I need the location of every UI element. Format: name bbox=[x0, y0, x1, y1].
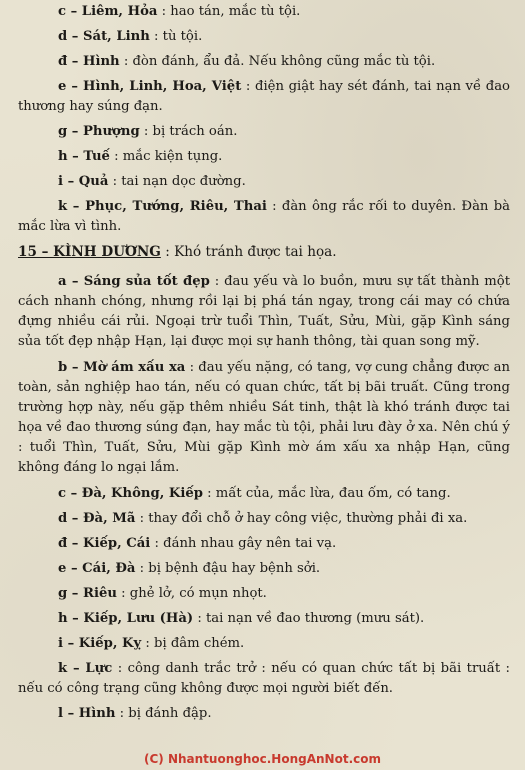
paragraph-b: b – Mờ ám xấu xa : đau yếu nặng, có tang, vợ cung chẳng được an toàn, sản nghiệp hao tán, nếu có quan chức, tất bị bãi truất. Cũng trong trường hợp này, nếu gặp thêm nhiều Sát tinh, thật là khó tránh được tai họa về đao thương súng đạn, hay mắc tù tội, phải lưu đày ở xa. Nên chú ý : tuổi Thìn, Tuất, Sửu, Mùi gặp Kình mờ ám xấu xa nhập Hạn, cũng không đáng lo ngại lắm. bbox=[18, 360, 510, 475]
list-item: c – Liêm, Hỏa : hao tán, mắc tù tội. bbox=[58, 4, 301, 19]
list-item: k – Lực : công danh trắc trở : nếu có quan chức tất bị bãi truất : nếu có công trạng cũng không được mọi người biết đến. bbox=[18, 661, 511, 696]
list-item: e – Hình, Linh, Hoa, Việt : điện giật hay sét đánh, tai nạn về đao thương hay súng đạn. bbox=[18, 79, 510, 114]
bottom-list bbox=[18, 484, 510, 724]
list-item: k – Phục, Tướng, Riêu, Thai : đàn ông rắc rối to duyên. Đàn bà mắc lừa vì tình. bbox=[18, 199, 510, 234]
list-item: l – Hình : bị đánh đập. bbox=[58, 706, 212, 721]
section-heading bbox=[18, 242, 510, 262]
page-content bbox=[18, 2, 510, 729]
top-list bbox=[18, 2, 510, 237]
paragraph-a: a – Sáng sủa tốt đẹp : đau yếu và lo buồn, mưu sự tất thành một cách nhanh chóng, nhưng rồi lại bị phá tán ngay, trong cái may có chứa đựng nhiều cái rủi. Ngoại trừ tuổi Thìn, Tuất, Sửu, Mùi, gặp Kình sáng sủa tốt đẹp nhập Hạn, lại được mọi sự hanh thông, tài quan song mỹ. bbox=[18, 274, 511, 349]
list-item: g – Riêu : ghẻ lở, có mụn nhọt. bbox=[58, 586, 267, 601]
list-item: h – Kiếp, Lưu (Hà) : tai nạn về đao thương (mưu sát). bbox=[58, 611, 425, 626]
site-watermark: (C) Nhantuonghoc.HongAnNot.com bbox=[144, 752, 381, 766]
list-item: đ – Kiếp, Cái : đánh nhau gây nên tai vạ. bbox=[58, 536, 337, 551]
list-item: d – Sát, Linh : tù tội. bbox=[58, 29, 203, 44]
section-summary: : Khó tránh được tai họa. bbox=[160, 244, 337, 260]
list-item: c – Đà, Không, Kiếp : mất của, mắc lừa, đau ốm, có tang. bbox=[58, 486, 451, 501]
list-item: h – Tuế : mắc kiện tụng. bbox=[58, 149, 223, 164]
list-item: g – Phượng : bị trách oán. bbox=[58, 124, 238, 139]
section-title: 15 – KÌNH DƯƠNG bbox=[18, 244, 161, 260]
list-item: i – Quả : tai nạn dọc đường. bbox=[58, 174, 246, 189]
list-item: e – Cái, Đà : bị bệnh đậu hay bệnh sởi. bbox=[58, 561, 321, 576]
list-item: i – Kiếp, Kỵ : bị đâm chém. bbox=[58, 636, 245, 651]
list-item: đ – Hình : đòn đánh, ẩu đả. Nếu không cũng mắc tù tội. bbox=[58, 54, 436, 69]
list-item: d – Đà, Mã : thay đổi chỗ ở hay công việc, thường phải đi xa. bbox=[58, 511, 468, 526]
